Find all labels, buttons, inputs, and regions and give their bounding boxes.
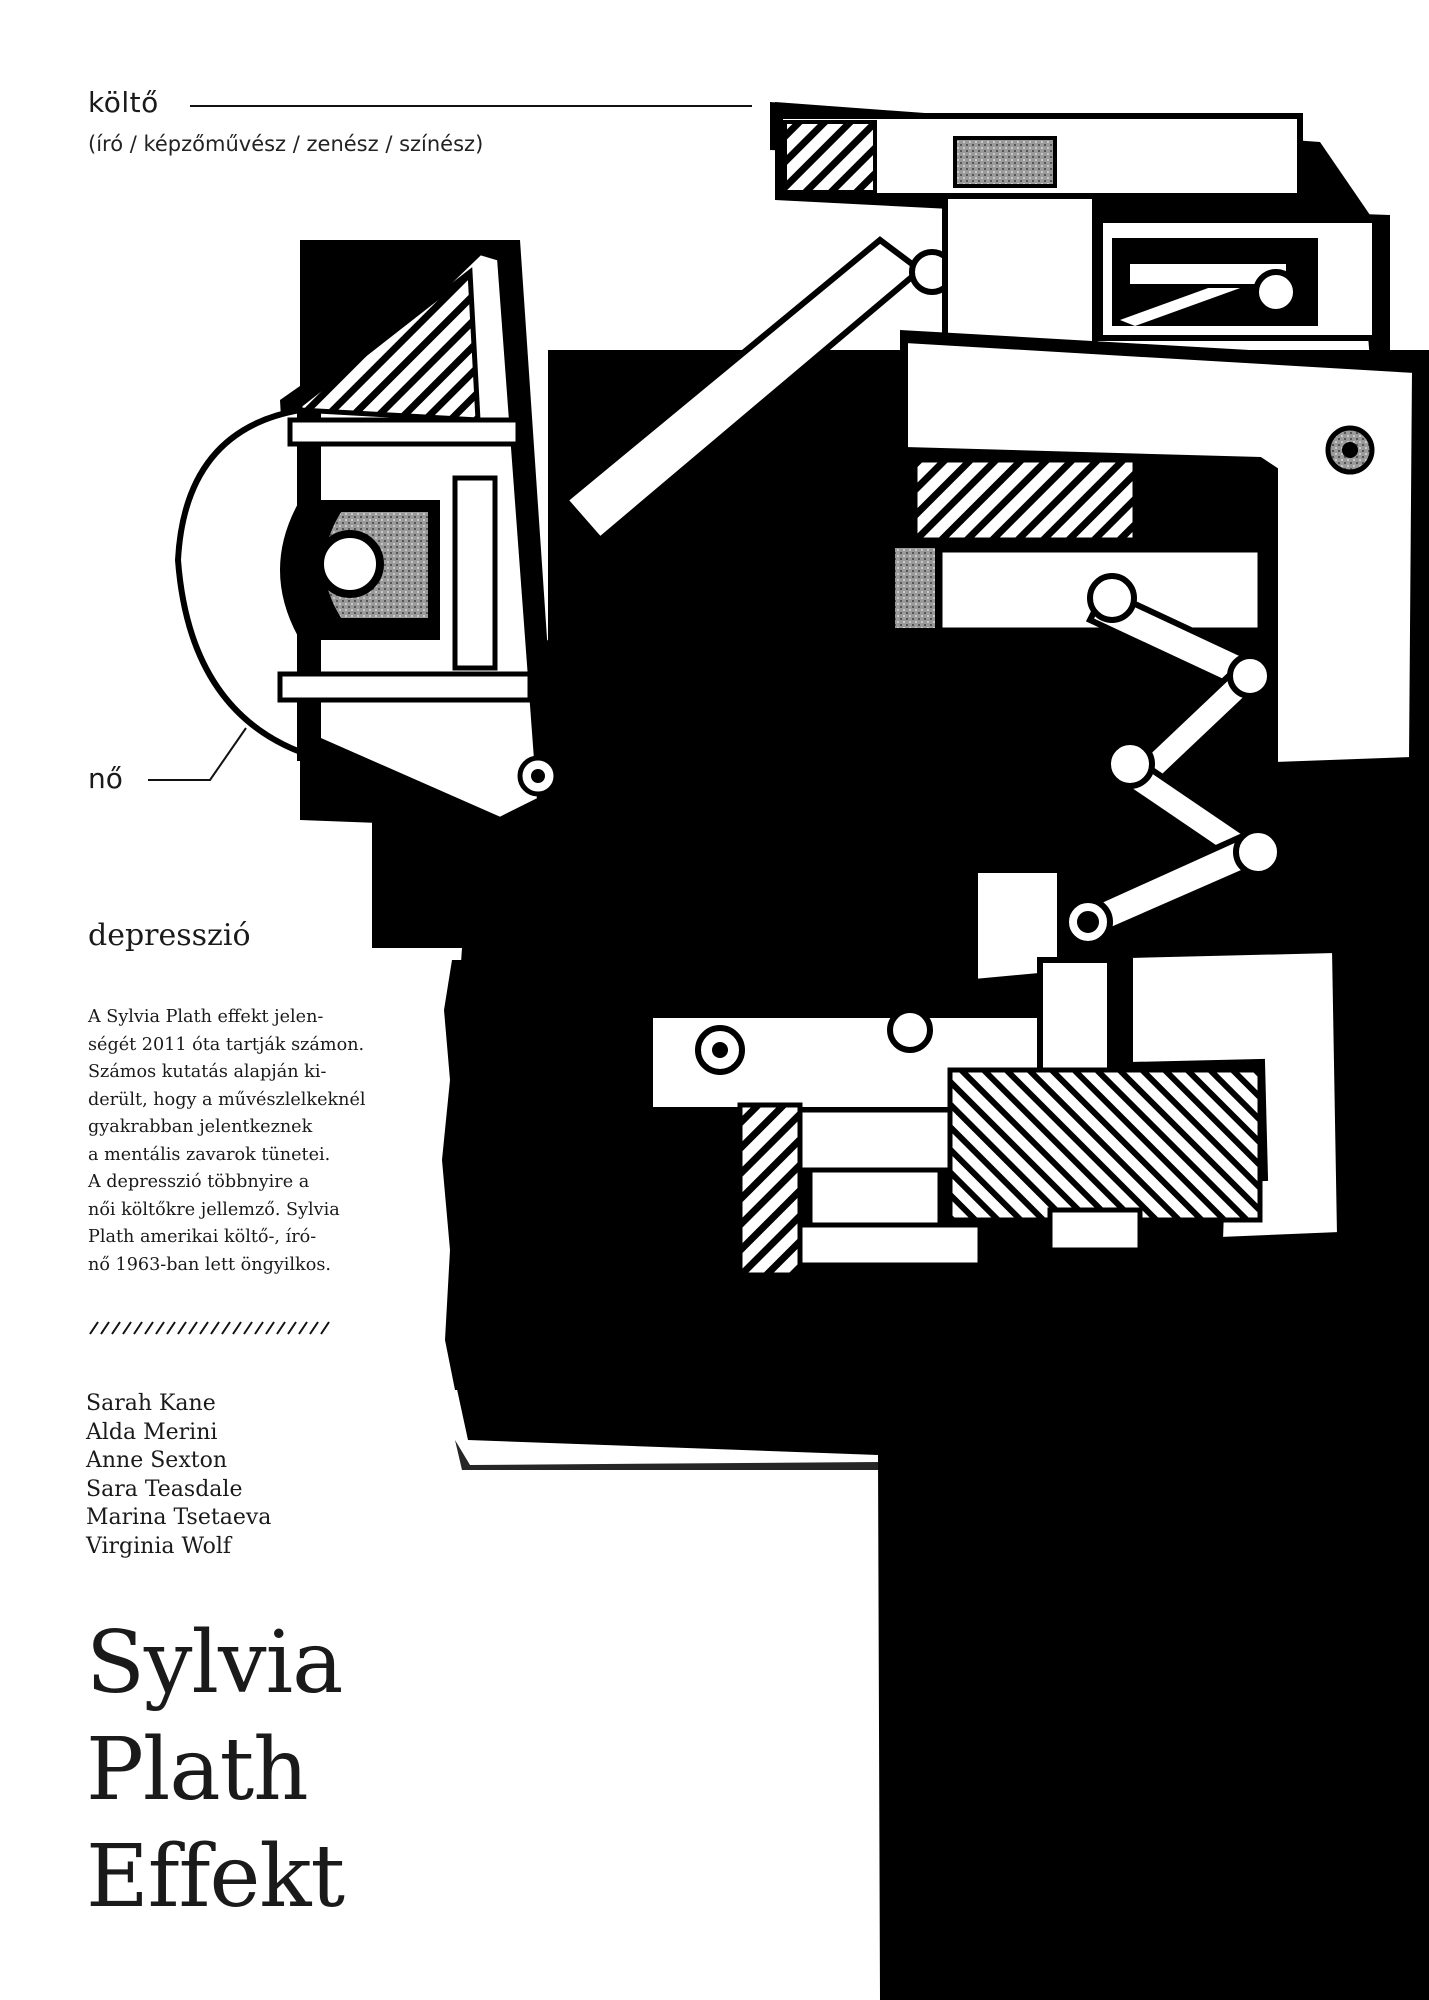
label-depresszio: depresszió (88, 918, 251, 953)
title-line: Plath (86, 1720, 308, 1820)
upper-right-bracket (1095, 205, 1390, 360)
title-line: Effekt (86, 1827, 345, 1927)
label-no: nő (88, 762, 123, 795)
list-item: Marina Tsetaeva (86, 1505, 272, 1530)
list-item: Sarah Kane (86, 1391, 216, 1416)
list-item: Virginia Wolf (86, 1533, 232, 1559)
title-line: Sylvia (86, 1613, 343, 1713)
left-rotor-part (178, 240, 560, 830)
label-kolto: költő (88, 86, 159, 119)
hatched-divider (88, 1320, 338, 1336)
list-item: Anne Sexton (86, 1448, 227, 1473)
list-item: Alda Merini (86, 1419, 218, 1445)
poster-title (86, 1610, 344, 1931)
brush-edge-left (442, 960, 462, 1390)
label-kolto-subtitle: (író / képzőművész / zenész / színész) (88, 132, 484, 156)
body-paragraph: A Sylvia Plath effekt jelen- ségét 2011 óta tartják számon. Számos kutatás alapján ki- derült, hogy a művészlelkeknél gyakrabban jelentkeznek a mentális zavarok tünetei. A depresszió többnyire a női költőkre jellemző. Sylvia Plath amerikai költő-, író- nő 1963-ban lett öngyilkos. (88, 1007, 366, 1275)
poet-names-list (86, 1390, 271, 1561)
list-item: Sara Teasdale (86, 1476, 243, 1502)
no-guide-line (148, 728, 246, 780)
